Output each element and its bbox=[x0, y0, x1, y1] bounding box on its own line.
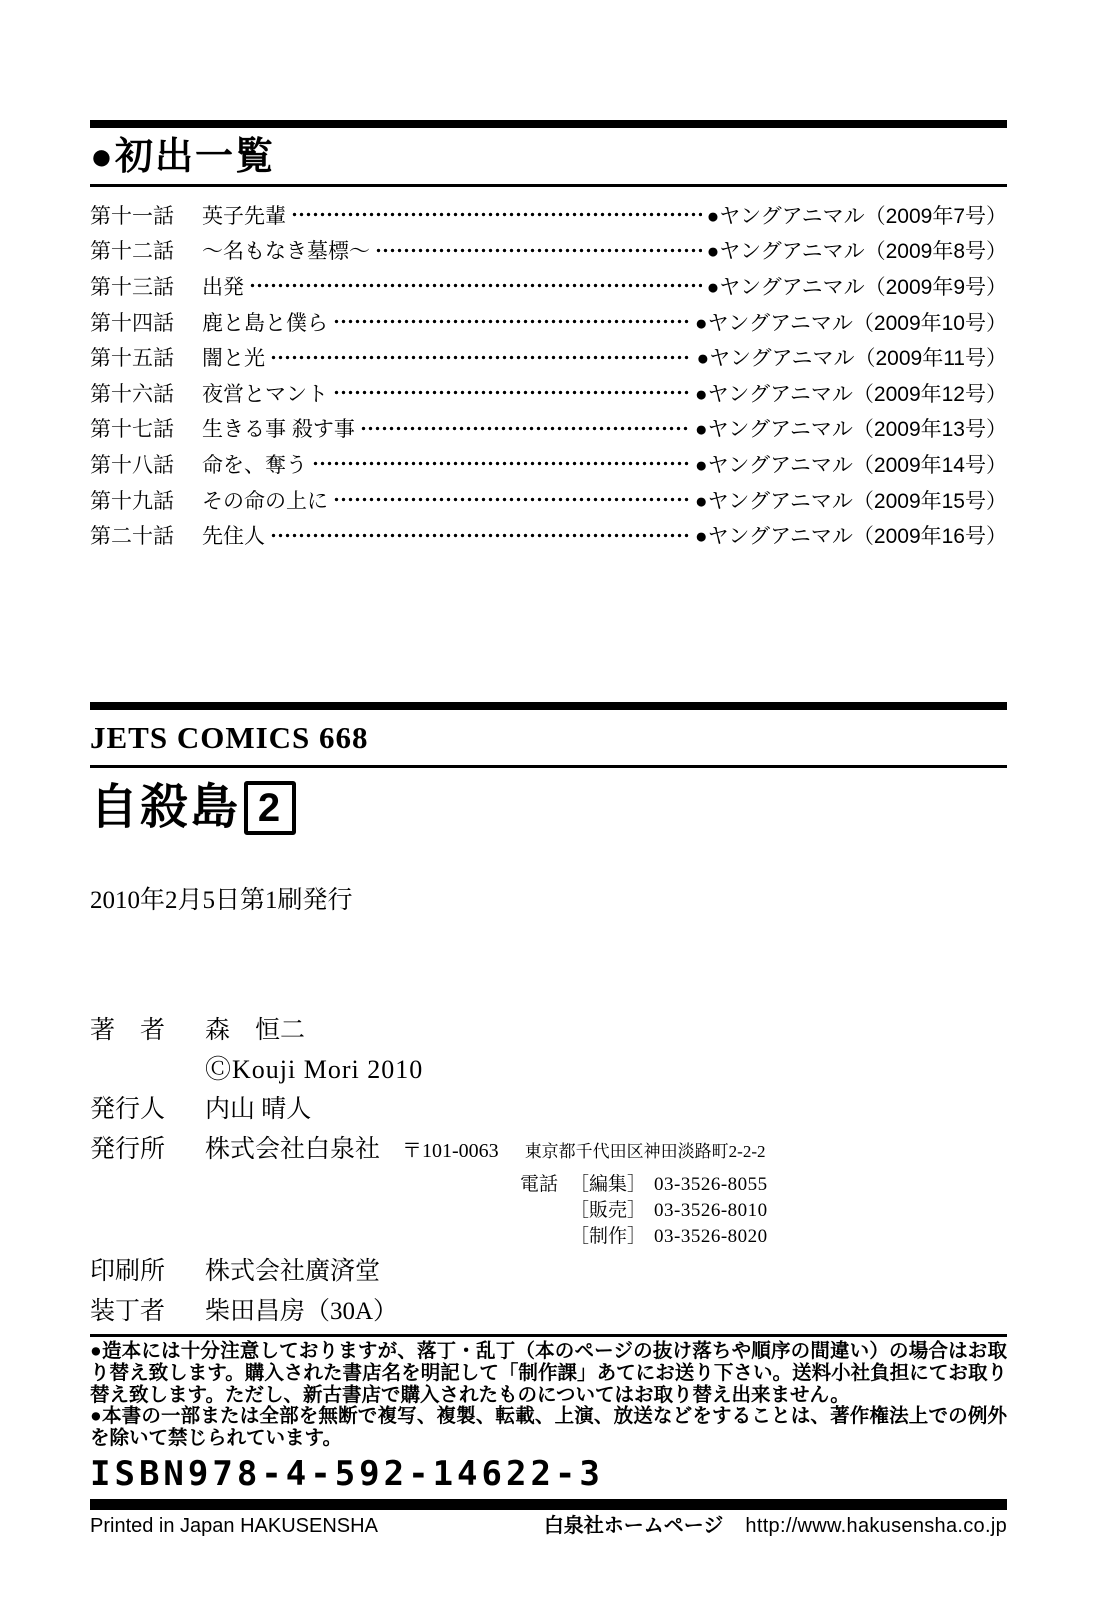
top-rule bbox=[90, 120, 1007, 128]
dot-leader bbox=[270, 339, 691, 375]
chapter-number: 第二十話 bbox=[90, 525, 174, 549]
phone-prefix: 電話 bbox=[520, 1173, 559, 1195]
chapter-number: 第十八話 bbox=[90, 453, 174, 477]
chapter-number: 第十一話 bbox=[90, 204, 174, 228]
notice-top-rule bbox=[90, 1334, 1007, 1337]
publication-source: ●ヤングアニマル（2009年14号） bbox=[694, 453, 1007, 477]
copyright-row bbox=[90, 1050, 1007, 1090]
phone-number: 03-3526-8020 bbox=[654, 1225, 768, 1247]
chapter-row bbox=[90, 268, 1007, 304]
chapter-list bbox=[90, 197, 1007, 553]
volume-badge: 2 bbox=[244, 781, 296, 835]
publication-source: ●ヤングアニマル（2009年15号） bbox=[694, 489, 1007, 513]
publication-source: ●ヤングアニマル（2009年7号） bbox=[706, 204, 1007, 228]
chapter-title: その命の上に bbox=[202, 489, 328, 513]
chapter-row bbox=[90, 197, 1007, 233]
publication-source: ●ヤングアニマル（2009年11号） bbox=[696, 347, 1007, 371]
designer-name: 柴田昌房（30A） bbox=[205, 1297, 399, 1325]
designer-row bbox=[90, 1292, 1007, 1332]
publisher-person-row bbox=[90, 1090, 1007, 1130]
publisher-person-name: 内山 晴人 bbox=[205, 1095, 312, 1123]
chapter-row bbox=[90, 482, 1007, 518]
notice-paragraph: ●造本には十分注意しておりますが、落丁・乱丁（本のページの抜け落ちや順序の間違い）の場合はお取り替え致します。購入された書店名を明記して「制作課」あてにお送り下さい。送料小社負担にてお取り替え致します。ただし、新古書店で購入されたものについてはお取り替え出来ません。 bbox=[90, 1339, 1007, 1406]
first-publication-heading: ●初出一覧 bbox=[90, 136, 275, 178]
printer-name: 株式会社廣済堂 bbox=[205, 1257, 381, 1285]
designer-label: 装丁者 bbox=[90, 1297, 166, 1325]
dot-leader bbox=[312, 446, 690, 482]
printer-row bbox=[90, 1252, 1007, 1292]
chapter-row bbox=[90, 411, 1007, 447]
publication-source: ●ヤングアニマル（2009年10号） bbox=[694, 311, 1007, 335]
book-title-text: 自殺島 bbox=[90, 780, 241, 834]
chapter-number: 第十五話 bbox=[90, 347, 174, 371]
phone-number: 03-3526-8010 bbox=[654, 1199, 768, 1221]
chapter-number: 第十七話 bbox=[90, 418, 174, 442]
publication-source: ●ヤングアニマル（2009年8号） bbox=[706, 240, 1007, 264]
series-underline bbox=[90, 765, 1007, 768]
printer-label: 印刷所 bbox=[90, 1257, 166, 1285]
phone-prefix-spacer bbox=[520, 1198, 570, 1224]
isbn: ISBN978-4-592-14622-3 bbox=[90, 1453, 604, 1494]
heading-underline bbox=[90, 184, 1007, 187]
chapter-title: 闇と光 bbox=[202, 347, 265, 371]
homepage-label: 白泉社ホームページ bbox=[543, 1514, 724, 1537]
chapter-title: 出発 bbox=[202, 275, 244, 299]
dot-leader bbox=[333, 375, 690, 411]
dot-leader bbox=[291, 197, 702, 233]
chapter-number: 第十六話 bbox=[90, 382, 174, 406]
chapter-row bbox=[90, 517, 1007, 553]
dot-leader bbox=[333, 304, 690, 340]
footer bbox=[90, 1514, 1007, 1538]
series-label: JETS COMICS 668 bbox=[90, 719, 369, 755]
chapter-title: 英子先輩 bbox=[202, 204, 286, 228]
chapter-title: 生きる事 殺す事 bbox=[202, 418, 355, 442]
print-date: 2010年2月5日第1刷発行 bbox=[90, 886, 353, 914]
postal-code: 〒101-0063 bbox=[402, 1139, 499, 1162]
phone-row bbox=[520, 1172, 1007, 1198]
colophon-block bbox=[90, 1012, 1007, 1332]
phone-dept: ［制作］ bbox=[570, 1225, 647, 1247]
author-label: 著 者 bbox=[90, 1016, 166, 1044]
printed-in-japan: Printed in Japan HAKUSENSHA bbox=[90, 1514, 378, 1537]
publication-source: ●ヤングアニマル（2009年16号） bbox=[694, 525, 1007, 549]
book-title bbox=[90, 778, 1007, 838]
chapter-row bbox=[90, 375, 1007, 411]
dot-leader bbox=[360, 411, 690, 447]
chapter-row bbox=[90, 233, 1007, 269]
publication-source: ●ヤングアニマル（2009年13号） bbox=[694, 418, 1007, 442]
publisher-row bbox=[90, 1130, 1007, 1172]
homepage-url: http://www.hakusensha.co.jp bbox=[745, 1514, 1007, 1537]
chapter-row bbox=[90, 339, 1007, 375]
dot-leader bbox=[249, 268, 702, 304]
dot-leader bbox=[375, 233, 702, 269]
dot-leader bbox=[333, 482, 690, 518]
chapter-number: 第十九話 bbox=[90, 489, 174, 513]
dot-leader bbox=[270, 517, 690, 553]
chapter-title: ～名もなき墓標～ bbox=[202, 240, 370, 264]
phone-dept: ［販売］ bbox=[570, 1199, 647, 1221]
notice-box bbox=[90, 1341, 1007, 1450]
publisher-name: 株式会社白泉社 bbox=[205, 1135, 381, 1163]
publisher-label: 発行所 bbox=[90, 1135, 166, 1163]
phone-row bbox=[520, 1198, 1007, 1224]
notice-paragraph: ●本書の一部または全部を無断で複写、複製、転載、上演、放送などをすることは、著作権法上での例外を除いて禁じられています。 bbox=[90, 1405, 1007, 1450]
chapter-title: 鹿と島と僕ら bbox=[202, 311, 328, 335]
footer-rule bbox=[90, 1499, 1007, 1510]
chapter-number: 第十二話 bbox=[90, 240, 174, 264]
phone-prefix-spacer bbox=[520, 1224, 570, 1250]
chapter-title: 夜営とマント bbox=[202, 382, 328, 406]
publisher-person-label: 発行人 bbox=[90, 1095, 166, 1123]
publication-source: ●ヤングアニマル（2009年9号） bbox=[706, 275, 1007, 299]
chapter-row bbox=[90, 304, 1007, 340]
chapter-number: 第十三話 bbox=[90, 275, 174, 299]
chapter-row bbox=[90, 446, 1007, 482]
phone-row bbox=[520, 1224, 1007, 1250]
chapter-title: 先住人 bbox=[202, 525, 265, 549]
author-row bbox=[90, 1012, 1007, 1050]
phone-number: 03-3526-8055 bbox=[654, 1173, 768, 1195]
chapter-number: 第十四話 bbox=[90, 311, 174, 335]
phone-dept: ［編集］ bbox=[570, 1173, 647, 1195]
chapter-title: 命を、奪う bbox=[202, 453, 307, 477]
publication-source: ●ヤングアニマル（2009年12号） bbox=[694, 382, 1007, 406]
homepage-group bbox=[544, 1514, 1007, 1538]
colophon-top-rule bbox=[90, 702, 1007, 710]
page-content bbox=[90, 0, 1007, 1538]
copyright-text: ⒸKouji Mori 2010 bbox=[205, 1054, 424, 1084]
publisher-address: 東京都千代田区神田淡路町2-2-2 bbox=[524, 1141, 766, 1161]
phone-block bbox=[520, 1172, 1007, 1250]
author-name: 森 恒二 bbox=[205, 1016, 306, 1044]
